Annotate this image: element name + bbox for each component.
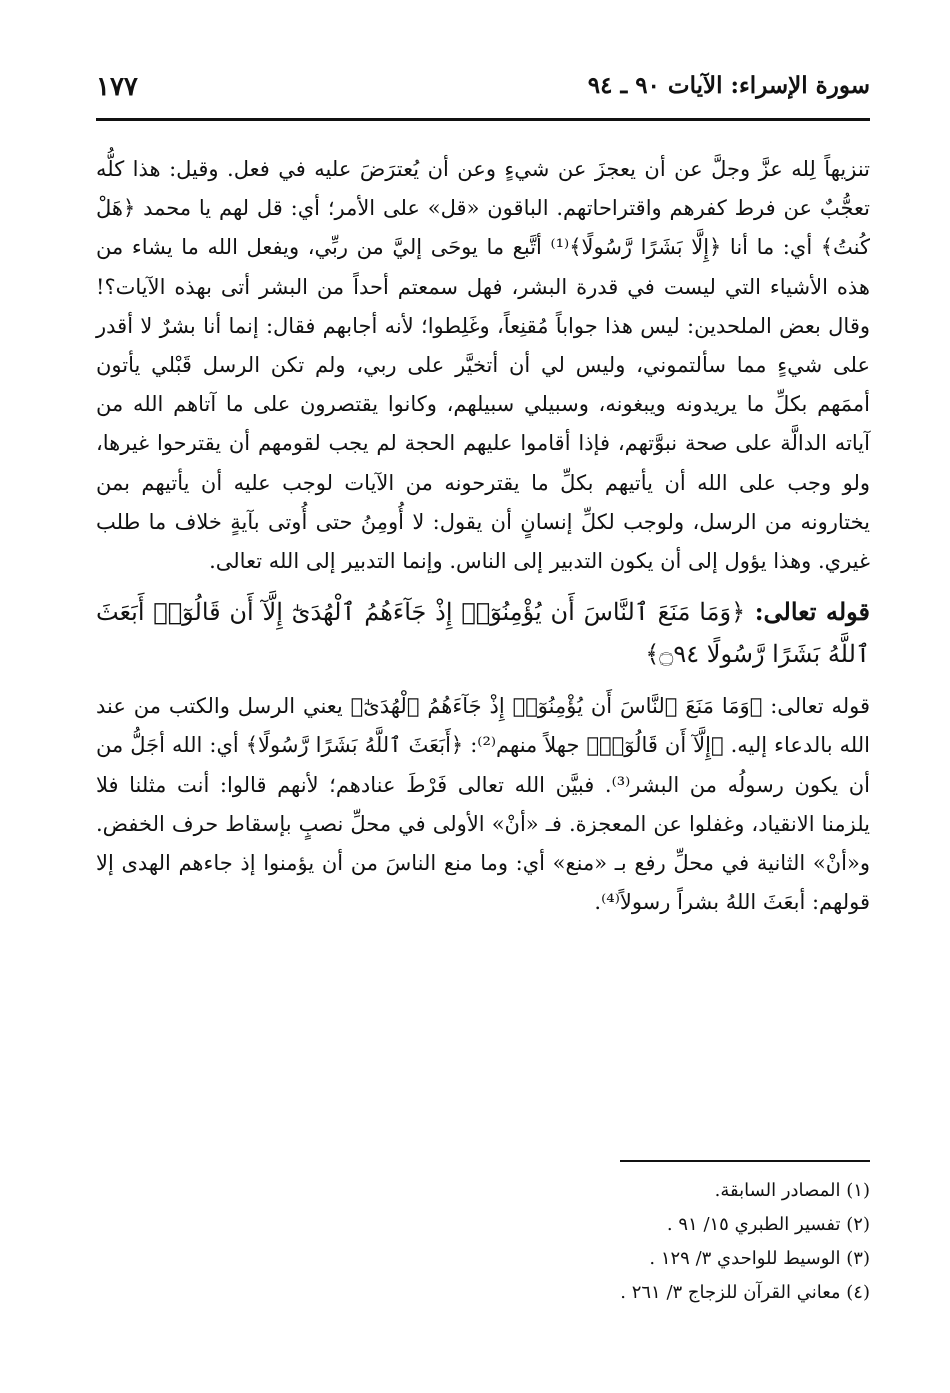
footnote-4: (٤) معاني القرآن للزجاج ٣/ ٢٦١ . <box>620 1282 870 1303</box>
footnote-1: (١) المصادر السابقة. <box>714 1180 870 1201</box>
footnote-rule <box>620 1160 870 1162</box>
verse-heading <box>96 591 870 675</box>
verse-heading-text: ﴿وَمَا مَنَعَ ٱلنَّاسَ أَن يُؤْمِنُوٓا۟ إِذْ جَآءَهُمُ ٱلْهُدَىٰٓ إِلَّآ أَن قَالُوٓا۟ أَبَعَثَ ٱللَّهُ بَشَرًا رَّسُولًا ۝٩٤﴾ <box>96 598 870 669</box>
page-number: ١٧٧ <box>96 72 138 102</box>
footnote-2: (٢) تفسير الطبري ١٥/ ٩١ . <box>666 1214 870 1235</box>
main-text <box>96 150 870 922</box>
header-rule <box>96 118 870 121</box>
page-header <box>96 70 870 114</box>
footnotes <box>370 1176 870 1312</box>
footnote-3: (٣) الوسيط للواحدي ٣/ ١٢٩ . <box>649 1248 870 1269</box>
paragraph-2: قوله تعالى: ﴿وَمَا مَنَعَ ٱلنَّاسَ أَن يُؤْمِنُوٓا۟ إِذْ جَآءَهُمُ ٱلْهُدَىٰٓ﴾ يعني الرسل والكتب من عند الله بالدعاء إليه. ﴿إِلَّآ أَن قَالُوٓا۟﴾ جهلاً منهم⁽²⁾: ﴿أَبَعَثَ ٱللَّهُ بَشَرًا رَّسُولًا﴾ أي: الله أجَلُّ من أن يكون رسولُه من البشر⁽³⁾. فبيَّن الله تعالى فَرْطَ عنادهم؛ لأنهم قالوا: أنت مثلنا فلا يلزمنا الانقياد، وغفلوا عن المعجزة. فـ «أنْ» الأولى في محلِّ نصبٍ بإسقاط حرف الخفض. و«أنْ» الثانية في محلِّ رفع بـ «منع» أي: وما منع الناسَ من أن يؤمنوا إذ جاءهم الهدى إلا قولهم: أبعَثَ اللهُ بشراً رسولاً⁽⁴⁾. <box>96 694 870 915</box>
paragraph-1: تنزيهاً لِله عزَّ وجلَّ عن أن يعجزَ عن شيءٍ وعن أن يُعترَضَ عليه في فعل. وقيل: هذا كلُّه تعجُّبٌ عن فرط كفرهم واقتراحاتهم. الباقون «قل» على الأمر؛ أي: قل لهم يا محمد ﴿هَلْ كُنتُ﴾ أي: ما أنا ﴿إِلَّا بَشَرًا رَّسُولًا﴾⁽¹⁾ أتَّبع ما يوحَى إليَّ من ربِّي، ويفعل الله ما يشاء من هذه الأشياء التي ليست في قدرة البشر، فهل سمعتم أحداً من البشر أتى بهذه الآيات؟! وقال بعض الملحدين: ليس هذا جواباً مُقنِعاً، وغَلِطوا؛ لأنه أجابهم فقال: إنما أنا بشرٌ لا أقدر على شيءٍ مما سألتموني، وليس لي أن أتخيَّر على ربي، ولم تكن الرسل قَبْلي يأتون أممَهم بكلِّ ما يريدونه ويبغونه، وسبيلي سبيلهم، وكانوا يقتصرون على ما آتاهم الله من آياته الدالَّة على صحة نبوَّتهم، فإذا أقاموا عليهم الحجة لم يجب لقومهم أن يقترحوا غيرها، ولو وجب على الله أن يأتيهم بكلِّ ما يقترحونه من الآيات لوجب عليه أن يأتيهم بمن يختارونه من الرسل، ولوجب لكلِّ إنسانٍ أن يقول: لا أُومِنُ حتى أُوتى بآيةٍ خلاف ما طلب غيري. وهذا يؤول إلى أن يكون التدبير إلى الناس. وإنما التدبير إلى الله تعالى. <box>96 157 870 574</box>
running-title: سورة الإسراء: الآيات ٩٠ ـ ٩٤ <box>587 72 870 99</box>
verse-heading-label: قوله تعالى: <box>754 597 871 627</box>
